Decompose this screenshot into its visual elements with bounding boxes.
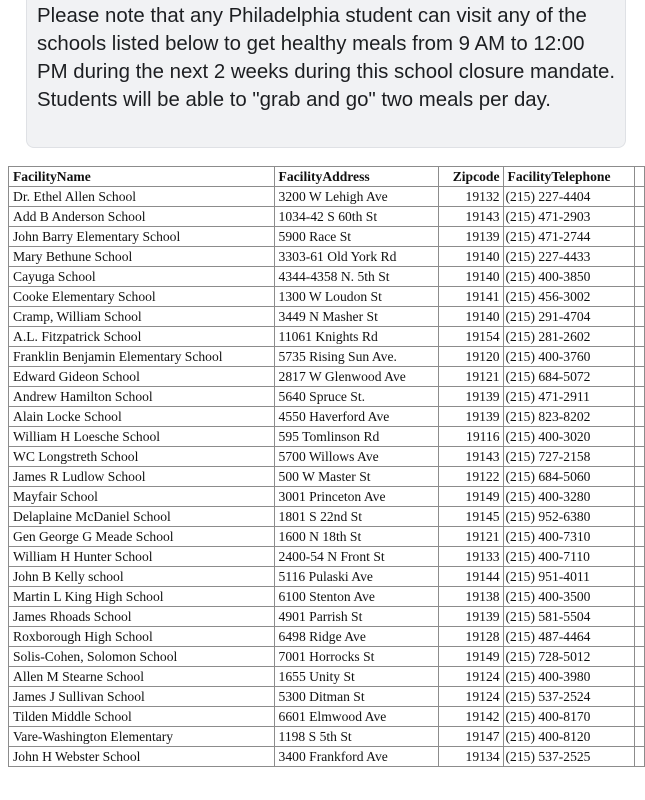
telephone-cell: (215) 952-6380	[503, 507, 635, 527]
zipcode-cell: 19141	[439, 287, 504, 307]
facility-name-cell: Mary Bethune School	[9, 247, 275, 267]
telephone-cell: (215) 400-7310	[503, 527, 635, 547]
zipcode-cell: 19122	[439, 467, 504, 487]
table-row	[9, 727, 645, 747]
cut-off-cell	[635, 427, 645, 447]
facility-address-cell: 4550 Haverford Ave	[274, 407, 438, 427]
facility-table	[8, 166, 645, 767]
telephone-cell: (215) 400-3500	[503, 587, 635, 607]
table-header-row	[9, 167, 645, 187]
telephone-cell: (215) 400-3980	[503, 667, 635, 687]
telephone-cell: (215) 400-8170	[503, 707, 635, 727]
facility-address-cell: 500 W Master St	[274, 467, 438, 487]
zipcode-cell: 19140	[439, 267, 504, 287]
table-row	[9, 267, 645, 287]
cut-off-cell	[635, 367, 645, 387]
cut-off-cell	[635, 727, 645, 747]
facility-address-cell: 1300 W Loudon St	[274, 287, 438, 307]
notice-text: Please note that any Philadelphia student can visit any of the schools listed below to get healthy meals from 9 AM to 12:00 PM during the next 2 weeks during this school closure mandate. Students will be able to "grab and go" two meals per day.	[37, 5, 616, 111]
header-facility-name: FacilityName	[9, 167, 275, 187]
cut-off-cell	[635, 187, 645, 207]
table-row	[9, 347, 645, 367]
zipcode-cell: 19140	[439, 247, 504, 267]
table-row	[9, 307, 645, 327]
telephone-cell: (215) 291-4704	[503, 307, 635, 327]
facility-address-cell: 4344-4358 N. 5th St	[274, 267, 438, 287]
table-row	[9, 187, 645, 207]
facility-address-cell: 6100 Stenton Ave	[274, 587, 438, 607]
telephone-cell: (215) 684-5072	[503, 367, 635, 387]
telephone-cell: (215) 487-4464	[503, 627, 635, 647]
telephone-cell: (215) 951-4011	[503, 567, 635, 587]
facility-name-cell: Allen M Stearne School	[9, 667, 275, 687]
telephone-cell: (215) 684-5060	[503, 467, 635, 487]
facility-name-cell: William H Loesche School	[9, 427, 275, 447]
facility-name-cell: Gen George G Meade School	[9, 527, 275, 547]
facility-name-cell: Edward Gideon School	[9, 367, 275, 387]
zipcode-cell: 19143	[439, 207, 504, 227]
cut-off-cell	[635, 407, 645, 427]
cut-off-cell	[635, 247, 645, 267]
cut-off-cell	[635, 647, 645, 667]
facility-name-cell: John Barry Elementary School	[9, 227, 275, 247]
table-row	[9, 507, 645, 527]
facility-address-cell: 5700 Willows Ave	[274, 447, 438, 467]
table-row	[9, 287, 645, 307]
table-row	[9, 687, 645, 707]
zipcode-cell: 19133	[439, 547, 504, 567]
telephone-cell: (215) 456-3002	[503, 287, 635, 307]
telephone-cell: (215) 537-2525	[503, 747, 635, 767]
facility-address-cell: 1655 Unity St	[274, 667, 438, 687]
facility-name-cell: James R Ludlow School	[9, 467, 275, 487]
telephone-cell: (215) 727-2158	[503, 447, 635, 467]
facility-address-cell: 5735 Rising Sun Ave.	[274, 347, 438, 367]
facility-name-cell: John H Webster School	[9, 747, 275, 767]
zipcode-cell: 19149	[439, 487, 504, 507]
cut-off-cell	[635, 627, 645, 647]
zipcode-cell: 19124	[439, 667, 504, 687]
zipcode-cell: 19139	[439, 607, 504, 627]
facility-address-cell: 1600 N 18th St	[274, 527, 438, 547]
cut-off-cell	[635, 607, 645, 627]
facility-name-cell: Martin L King High School	[9, 587, 275, 607]
cut-off-cell	[635, 507, 645, 527]
telephone-cell: (215) 728-5012	[503, 647, 635, 667]
table-row	[9, 367, 645, 387]
facility-address-cell: 1034-42 S 60th St	[274, 207, 438, 227]
cut-off-cell	[635, 747, 645, 767]
telephone-cell: (215) 471-2911	[503, 387, 635, 407]
facility-name-cell: A.L. Fitzpatrick School	[9, 327, 275, 347]
facility-address-cell: 2400-54 N Front St	[274, 547, 438, 567]
facility-address-cell: 595 Tomlinson Rd	[274, 427, 438, 447]
notice-bubble	[26, 0, 626, 148]
facility-name-cell: Mayfair School	[9, 487, 275, 507]
telephone-cell: (215) 227-4404	[503, 187, 635, 207]
facility-name-cell: Roxborough High School	[9, 627, 275, 647]
table-row	[9, 527, 645, 547]
facility-name-cell: James J Sullivan School	[9, 687, 275, 707]
telephone-cell: (215) 281-2602	[503, 327, 635, 347]
facility-name-cell: Solis-Cohen, Solomon School	[9, 647, 275, 667]
facility-name-cell: Alain Locke School	[9, 407, 275, 427]
table-row	[9, 207, 645, 227]
telephone-cell: (215) 400-3850	[503, 267, 635, 287]
table-row	[9, 327, 645, 347]
facility-address-cell: 6498 Ridge Ave	[274, 627, 438, 647]
telephone-cell: (215) 400-7110	[503, 547, 635, 567]
table-row	[9, 547, 645, 567]
facility-name-cell: William H Hunter School	[9, 547, 275, 567]
facility-address-cell: 3400 Frankford Ave	[274, 747, 438, 767]
facility-name-cell: Franklin Benjamin Elementary School	[9, 347, 275, 367]
zipcode-cell: 19143	[439, 447, 504, 467]
cut-off-cell	[635, 707, 645, 727]
facility-address-cell: 6601 Elmwood Ave	[274, 707, 438, 727]
facility-name-cell: James Rhoads School	[9, 607, 275, 627]
telephone-cell: (215) 823-8202	[503, 407, 635, 427]
zipcode-cell: 19128	[439, 627, 504, 647]
table-row	[9, 247, 645, 267]
facility-address-cell: 3001 Princeton Ave	[274, 487, 438, 507]
telephone-cell: (215) 537-2524	[503, 687, 635, 707]
cut-off-cell	[635, 307, 645, 327]
telephone-cell: (215) 227-4433	[503, 247, 635, 267]
cut-off-cell	[635, 267, 645, 287]
zipcode-cell: 19116	[439, 427, 504, 447]
cut-off-cell	[635, 687, 645, 707]
cut-off-cell	[635, 527, 645, 547]
telephone-cell: (215) 400-3280	[503, 487, 635, 507]
cut-off-cell	[635, 547, 645, 567]
telephone-cell: (215) 400-8120	[503, 727, 635, 747]
facility-address-cell: 5640 Spruce St.	[274, 387, 438, 407]
header-facility-telephone: FacilityTelephone	[503, 167, 635, 187]
telephone-cell: (215) 400-3760	[503, 347, 635, 367]
facility-address-cell: 4901 Parrish St	[274, 607, 438, 627]
facility-address-cell: 7001 Horrocks St	[274, 647, 438, 667]
table-row	[9, 467, 645, 487]
table-row	[9, 707, 645, 727]
facility-name-cell: Cramp, William School	[9, 307, 275, 327]
zipcode-cell: 19139	[439, 407, 504, 427]
facility-address-cell: 3449 N Masher St	[274, 307, 438, 327]
table-row	[9, 567, 645, 587]
facility-address-cell: 5116 Pulaski Ave	[274, 567, 438, 587]
cut-off-cell	[635, 207, 645, 227]
zipcode-cell: 19134	[439, 747, 504, 767]
cut-off-cell	[635, 567, 645, 587]
zipcode-cell: 19142	[439, 707, 504, 727]
cut-off-cell	[635, 287, 645, 307]
table-row	[9, 227, 645, 247]
facility-name-cell: Tilden Middle School	[9, 707, 275, 727]
facility-address-cell: 3200 W Lehigh Ave	[274, 187, 438, 207]
telephone-cell: (215) 581-5504	[503, 607, 635, 627]
facility-address-cell: 3303-61 Old York Rd	[274, 247, 438, 267]
table-row	[9, 587, 645, 607]
facility-address-cell: 5300 Ditman St	[274, 687, 438, 707]
header-zipcode: Zipcode	[439, 167, 504, 187]
zipcode-cell: 19139	[439, 387, 504, 407]
facility-address-cell: 5900 Race St	[274, 227, 438, 247]
cut-off-cell	[635, 327, 645, 347]
table-row	[9, 607, 645, 627]
facility-name-cell: Add B Anderson School	[9, 207, 275, 227]
table-row	[9, 407, 645, 427]
facility-name-cell: Cayuga School	[9, 267, 275, 287]
zipcode-cell: 19147	[439, 727, 504, 747]
telephone-cell: (215) 400-3020	[503, 427, 635, 447]
cut-off-cell	[635, 487, 645, 507]
cut-off-cell	[635, 447, 645, 467]
table-row	[9, 647, 645, 667]
cut-off-cell	[635, 227, 645, 247]
telephone-cell: (215) 471-2903	[503, 207, 635, 227]
table-row	[9, 447, 645, 467]
table-row	[9, 487, 645, 507]
zipcode-cell: 19121	[439, 367, 504, 387]
zipcode-cell: 19120	[439, 347, 504, 367]
cut-off-cell	[635, 667, 645, 687]
table-row	[9, 387, 645, 407]
facility-name-cell: Delaplaine McDaniel School	[9, 507, 275, 527]
facility-name-cell: Cooke Elementary School	[9, 287, 275, 307]
facility-address-cell: 1801 S 22nd St	[274, 507, 438, 527]
zipcode-cell: 19154	[439, 327, 504, 347]
facility-name-cell: Dr. Ethel Allen School	[9, 187, 275, 207]
cut-off-cell	[635, 387, 645, 407]
cut-off-cell	[635, 347, 645, 367]
zipcode-cell: 19124	[439, 687, 504, 707]
zipcode-cell: 19121	[439, 527, 504, 547]
facility-name-cell: WC Longstreth School	[9, 447, 275, 467]
facility-name-cell: John B Kelly school	[9, 567, 275, 587]
zipcode-cell: 19138	[439, 587, 504, 607]
facility-name-cell: Vare-Washington Elementary	[9, 727, 275, 747]
zipcode-cell: 19139	[439, 227, 504, 247]
telephone-cell: (215) 471-2744	[503, 227, 635, 247]
header-cut-off-column	[635, 167, 645, 187]
cut-off-cell	[635, 587, 645, 607]
table-row	[9, 627, 645, 647]
facility-table-image	[0, 148, 645, 800]
header-facility-address: FacilityAddress	[274, 167, 438, 187]
zipcode-cell: 19149	[439, 647, 504, 667]
cut-off-cell	[635, 467, 645, 487]
facility-address-cell: 11061 Knights Rd	[274, 327, 438, 347]
table-row	[9, 427, 645, 447]
facility-address-cell: 2817 W Glenwood Ave	[274, 367, 438, 387]
zipcode-cell: 19140	[439, 307, 504, 327]
table-row	[9, 747, 645, 767]
facility-address-cell: 1198 S 5th St	[274, 727, 438, 747]
facility-name-cell: Andrew Hamilton School	[9, 387, 275, 407]
zipcode-cell: 19132	[439, 187, 504, 207]
table-row	[9, 667, 645, 687]
zipcode-cell: 19145	[439, 507, 504, 527]
zipcode-cell: 19144	[439, 567, 504, 587]
